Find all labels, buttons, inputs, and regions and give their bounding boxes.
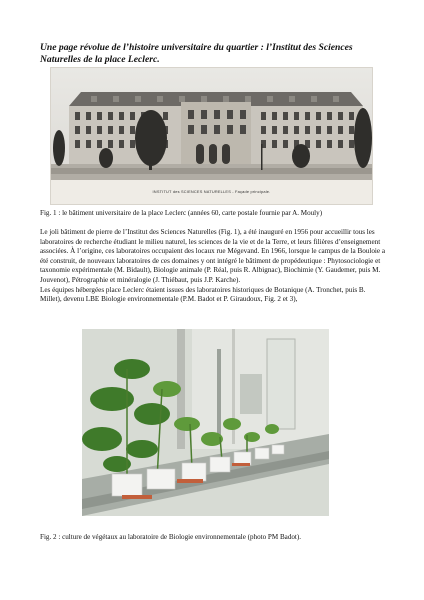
plant-culture-photo [82, 329, 329, 516]
page-title: Une page révolue de l’histoire universitaire du quartier : l’Institut des Sciences Naturelles de la place Leclerc. [40, 42, 353, 65]
body-text [40, 228, 388, 305]
body-paragraph: Les équipes hébergées place Leclerc étaient issues des laboratoires historiques de Botanique (A. Tronchet, puis B. Millet), devenu LBE Biologie environnementale (P.M. Badot et P. Giraudoux, Fig. 2 et 3), [40, 285, 366, 304]
building-photo [50, 67, 373, 205]
body-paragraph: Le joli bâtiment de pierre de l’Institut des Sciences Naturelles (Fig. 1), a été inauguré en 1956 pour accueillir tous les laboratoires de recherche étudiant le milieu naturel, les sciences de la vie et de la Terre, et leurs filières d’enseignement associées. À l’origine, ces laboratoires occupaient des locaux rue Mégevand. En 1966, lorsque le campus de la Bouloie a été construit, de nouveaux laboratoires de ces domaines y ont intégré le bâtiment de propédeutique : Phytosociologie et taxonomie expérimentale (M. Bidault), Biologie animale (P. Réal, puis R. Albignac), Biochimie (Y. Gaudemer, puis M. Jouvenot), Pétrographie et minéralogie (J. Thiébaut, puis J.P. Karche). [40, 228, 386, 284]
figure1-caption: Fig. 1 : le bâtiment universitaire de la place Leclerc (années 60, carte postale fournie par A. Mouly) [40, 209, 323, 217]
postcard-caption: INSTITUT des SCIENCES NATURELLES - Façade principale. [152, 189, 271, 194]
figure2-caption: Fig. 2 : culture de végétaux au laboratoire de Biologie environnementale (photo PM Badot). [40, 533, 302, 541]
building-photo-illustration [51, 68, 372, 204]
plant-culture-photo-illustration [82, 329, 329, 516]
